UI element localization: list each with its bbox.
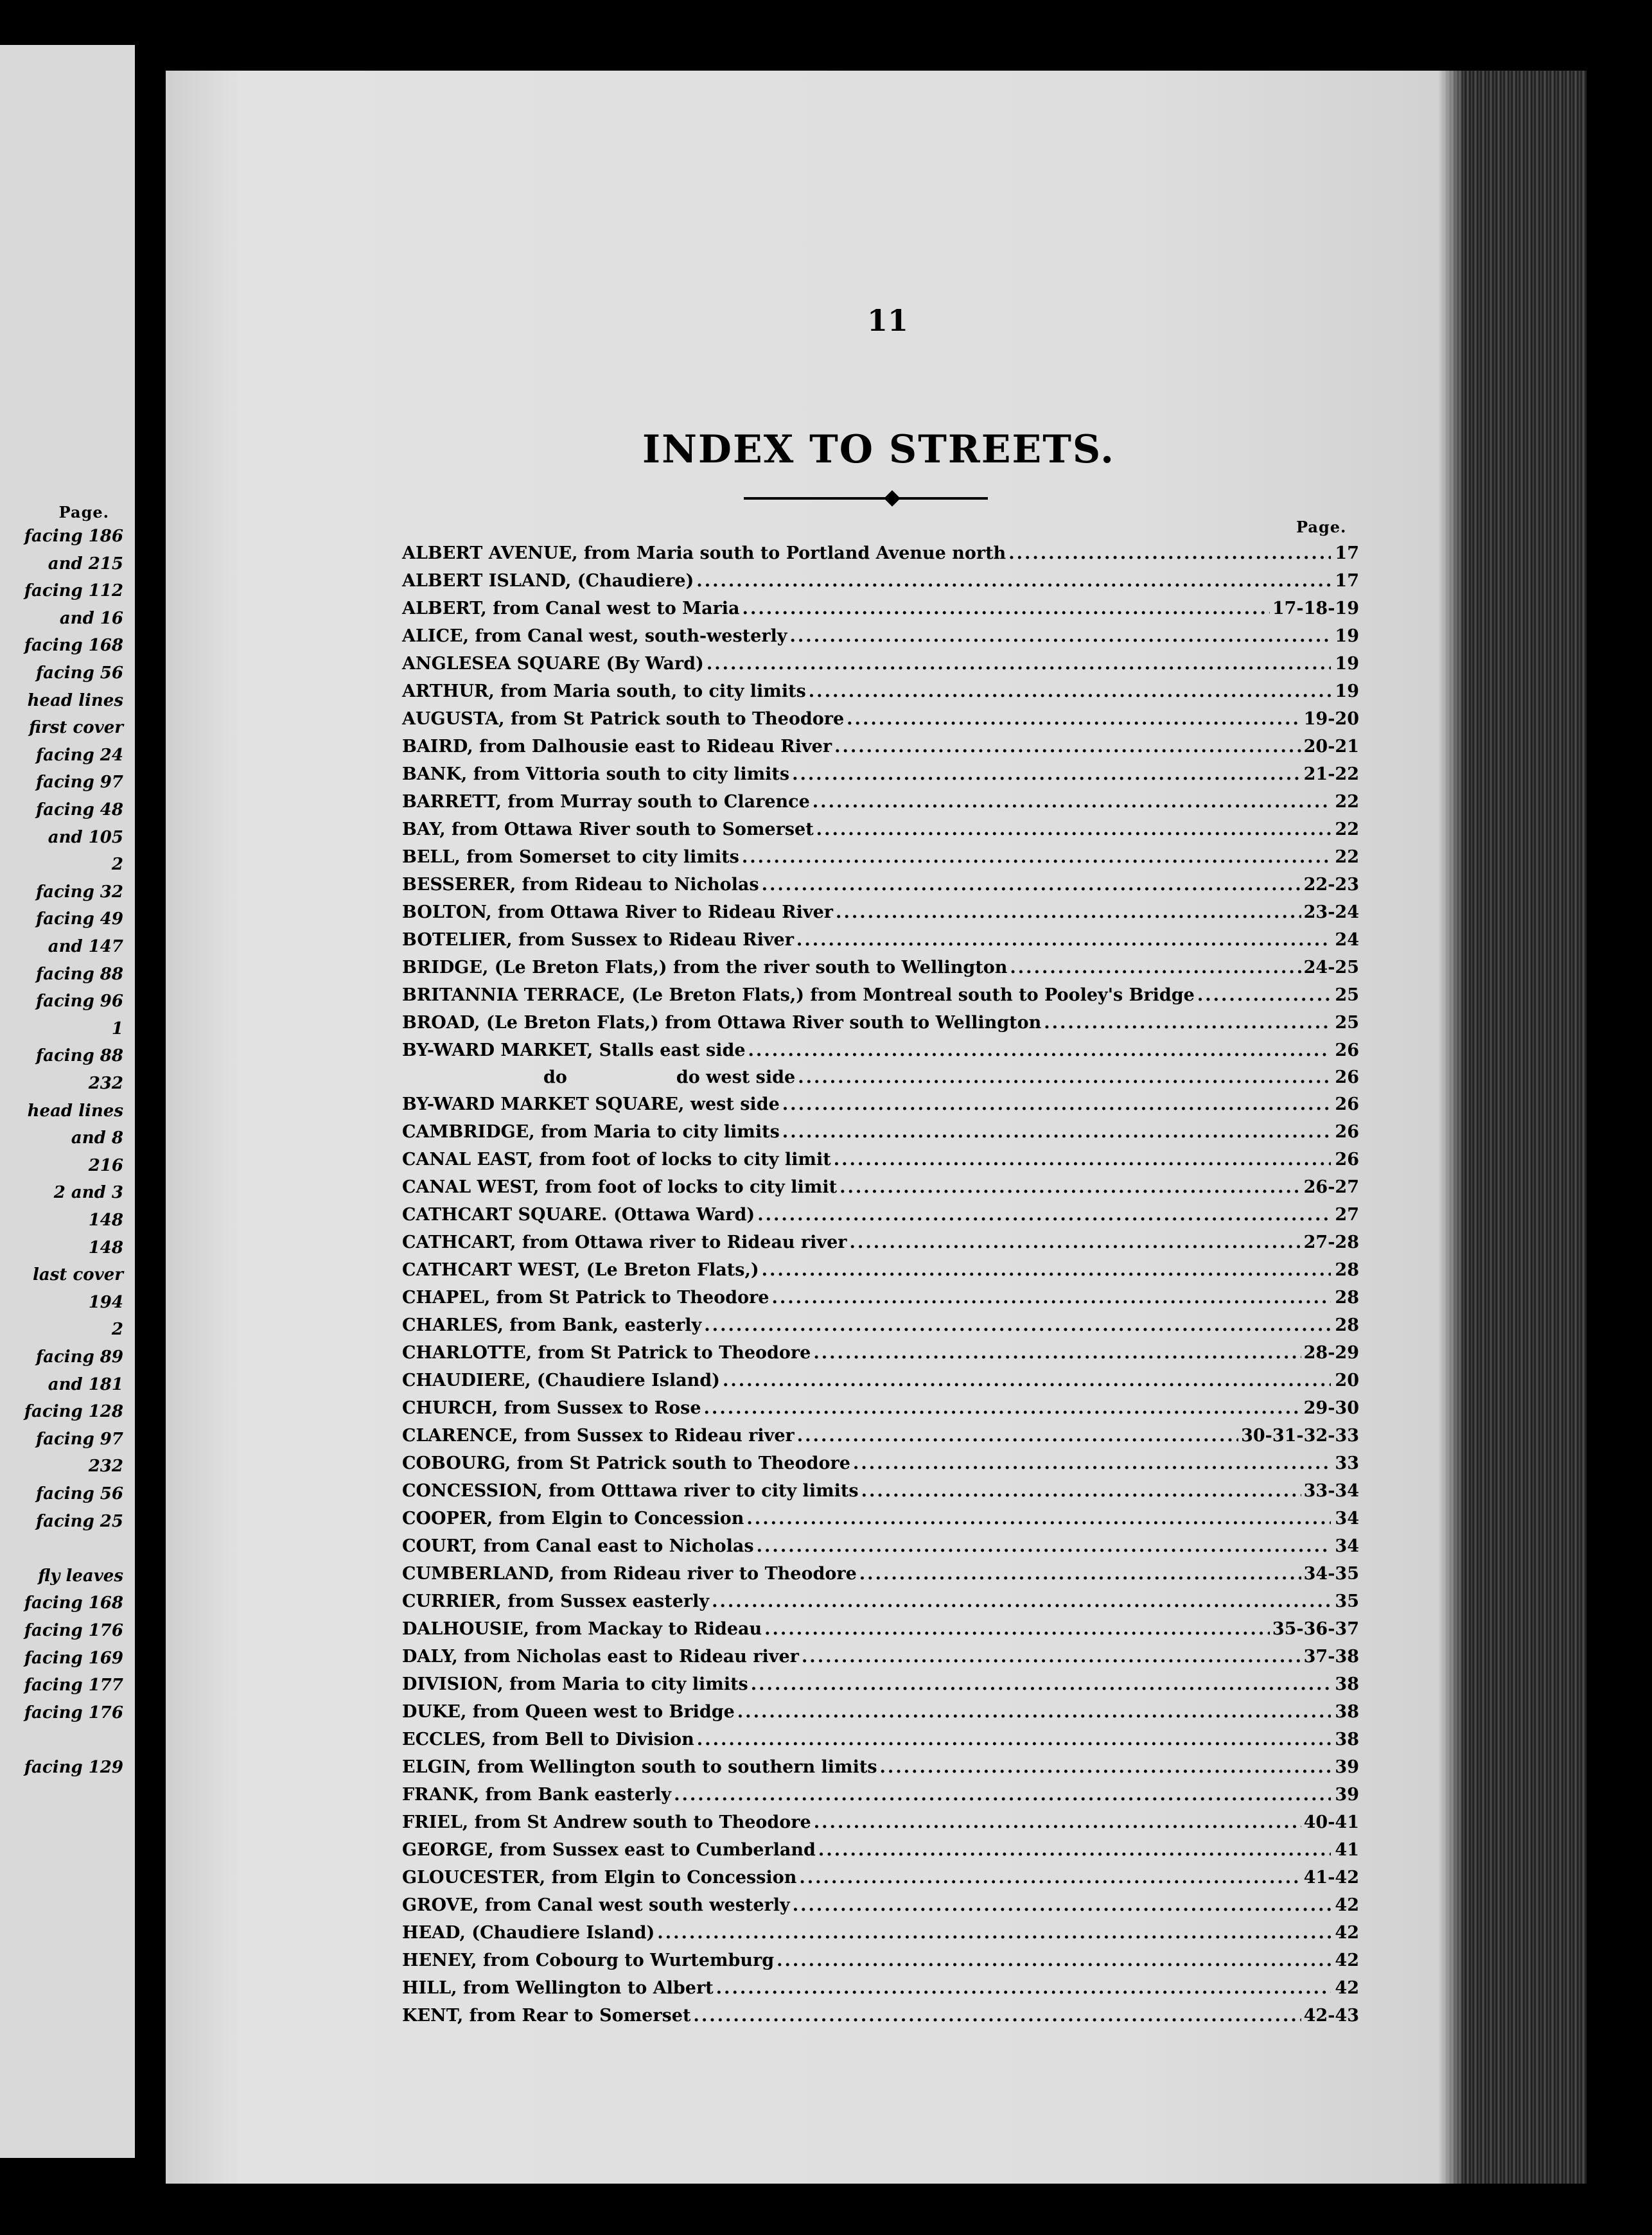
entry-street-text: BRITANNIA TERRACE, (Le Breton Flats,) from Montreal south to Pooley's Bridge (402, 985, 1195, 1005)
entry-street-text: CATHCART SQUARE. (Ottawa Ward) (402, 1205, 755, 1225)
facing-page-line: 2 (111, 1320, 123, 1340)
entry-page-number: 21-22 (1303, 764, 1359, 784)
index-entry (402, 622, 1359, 650)
dot-leader (1197, 981, 1331, 1009)
dot-leader (762, 871, 1301, 898)
dot-leader (850, 1229, 1301, 1256)
index-entry (402, 1118, 1359, 1146)
index-entry (402, 1753, 1359, 1781)
facing-page-line: and 181 (48, 1374, 123, 1394)
entry-page-number: 26 (1335, 1040, 1359, 1060)
entry-page-number: 42 (1335, 1895, 1359, 1915)
index-entry (402, 1505, 1359, 1532)
entry-page-number: 17 (1335, 543, 1359, 563)
entry-street-text: ALICE, from Canal west, south-westerly (402, 626, 787, 646)
entry-street-text: BY-WARD MARKET SQUARE, west side (402, 1094, 780, 1114)
index-entry (402, 1919, 1359, 1947)
entry-street-text: BOLTON, from Ottawa River to Rideau River (402, 902, 834, 922)
entry-street-text: GROVE, from Canal west south westerly (402, 1895, 790, 1915)
entry-page-number: 42-43 (1303, 2006, 1359, 2026)
entry-page-number: 28 (1335, 1315, 1359, 1335)
index-entry (402, 1809, 1359, 1836)
entry-street-text: GEORGE, from Sussex east to Cumberland (402, 1840, 816, 1860)
index-entry (402, 1339, 1359, 1367)
entry-street-text: CANAL EAST, from foot of locks to city limit (402, 1150, 831, 1170)
index-entry (402, 1781, 1359, 1809)
dot-leader (834, 1146, 1331, 1173)
dot-leader (764, 1615, 1270, 1643)
entry-page-number: 24-25 (1303, 958, 1359, 977)
facing-page-line: first cover (29, 718, 123, 738)
entry-street-text: ELGIN, from Wellington south to southern limits (402, 1757, 877, 1777)
dot-leader (816, 816, 1331, 843)
facing-page-line: facing 56 (35, 1484, 123, 1503)
index-entry (402, 871, 1359, 898)
dot-leader (704, 1311, 1331, 1339)
entry-street-text: BAIRD, from Dalhousie east to Rideau River (402, 737, 832, 757)
entry-street-text: ALBERT, from Canal west to Maria (402, 599, 740, 618)
entry-page-number: 22 (1335, 792, 1359, 812)
dot-leader (716, 1974, 1331, 2002)
facing-page-line: facing 176 (24, 1621, 123, 1640)
dot-leader (796, 926, 1331, 954)
entry-page-number: 38 (1335, 1730, 1359, 1749)
entry-page-number: 20-21 (1303, 737, 1359, 757)
dot-leader (793, 1891, 1331, 1919)
facing-page-line: 216 (88, 1155, 123, 1175)
index-entry (402, 2002, 1359, 2029)
entry-street-text: COBOURG, from St Patrick south to Theodore (402, 1453, 850, 1473)
facing-page-line: 1 (111, 1019, 123, 1039)
entry-street-text: BANK, from Vittoria south to city limits (402, 764, 790, 784)
entry-page-number: 22 (1335, 820, 1359, 839)
facing-page-line: facing 168 (24, 1593, 123, 1613)
entry-street-text: KENT, from Rear to Somerset (402, 2006, 691, 2026)
facing-page-line: fly leaves (38, 1566, 123, 1586)
entry-street-text: CATHCART, from Ottawa river to Rideau river (402, 1232, 847, 1252)
index-entry (402, 1560, 1359, 1588)
facing-page-line: facing 177 (24, 1676, 123, 1696)
entry-street-text: BOTELIER, from Sussex to Rideau River (402, 930, 794, 950)
facing-page-line: facing 129 (24, 1758, 123, 1777)
index-entry (402, 843, 1359, 871)
dot-leader (813, 788, 1331, 816)
facing-page-line: facing 88 (35, 964, 123, 984)
entry-street-text: ALBERT ISLAND, (Chaudiere) (402, 571, 694, 591)
entry-page-number: 25 (1335, 985, 1359, 1005)
entry-street-text: ECCLES, from Bell to Division (402, 1730, 694, 1749)
entry-street-text: COURT, from Canal east to Nicholas (402, 1536, 754, 1556)
entry-page-number: 25 (1335, 1013, 1359, 1033)
dot-leader (674, 1781, 1331, 1809)
entry-page-number: 35-36-37 (1272, 1619, 1359, 1639)
entry-page-number: 40-41 (1303, 1812, 1359, 1832)
index-entry (402, 1643, 1359, 1670)
entry-street-text: HEAD, (Chaudiere Island) (402, 1923, 655, 1943)
index-entry (402, 1477, 1359, 1505)
entry-page-number: 17 (1335, 571, 1359, 591)
entry-page-number: 42 (1335, 1950, 1359, 1970)
page-number: 11 (867, 303, 909, 338)
dot-leader (839, 1173, 1301, 1201)
index-entry (402, 1037, 1359, 1064)
entry-street-text: CHAUDIERE, (Chaudiere Island) (402, 1371, 720, 1390)
dot-leader (746, 1505, 1331, 1532)
index-entry (402, 650, 1359, 678)
entry-page-number: 33-34 (1303, 1481, 1359, 1501)
entry-street-text: CHAPEL, from St Patrick to Theodore (402, 1288, 769, 1308)
index-entry (402, 1311, 1359, 1339)
entry-page-number: 26 (1335, 1094, 1359, 1114)
index-entry (402, 1864, 1359, 1891)
entry-page-number: 30-31-32-33 (1241, 1426, 1359, 1446)
dot-leader (836, 898, 1301, 926)
facing-page-line: facing 24 (35, 745, 123, 765)
index-entry (402, 733, 1359, 760)
entry-street-text: BARRETT, from Murray south to Clarence (402, 792, 810, 812)
facing-page-line: head lines (27, 690, 123, 710)
entry-street-text: CATHCART WEST, (Le Breton Flats,) (402, 1260, 759, 1280)
entry-street-text: CHURCH, from Sussex to Rose (402, 1398, 701, 1418)
facing-page-line: facing 168 (24, 636, 123, 656)
index-entry (402, 539, 1359, 567)
entry-page-number: 26-27 (1303, 1177, 1359, 1197)
dot-leader (782, 1118, 1331, 1146)
entry-street-text: FRIEL, from St Andrew south to Theodore (402, 1812, 811, 1832)
index-entry (402, 1256, 1359, 1284)
dot-leader (1044, 1009, 1331, 1037)
entry-street-text: BELL, from Somerset to city limits (402, 847, 739, 867)
entry-street-text: AUGUSTA, from St Patrick south to Theodore (402, 709, 845, 729)
entry-street-text: CURRIER, from Sussex easterly (402, 1591, 710, 1611)
entry-page-number: 27 (1335, 1205, 1359, 1225)
entry-page-number: 24 (1335, 930, 1359, 950)
facing-page-line: 2 and 3 (53, 1183, 123, 1203)
index-entry (402, 1947, 1359, 1974)
dot-leader (693, 2002, 1301, 2029)
dot-leader (790, 622, 1331, 650)
facing-page-line: and 215 (48, 554, 123, 574)
dot-leader (777, 1947, 1331, 1974)
entry-street-text: do (543, 1067, 567, 1087)
entry-page-number: 22 (1335, 847, 1359, 867)
entry-page-number: 42 (1335, 1978, 1359, 1998)
facing-page-line: facing 97 (35, 773, 123, 793)
facing-page-line: 148 (88, 1211, 123, 1230)
dot-leader (814, 1809, 1301, 1836)
dot-leader (743, 595, 1270, 622)
index-entry (402, 1836, 1359, 1864)
facing-page-line: 232 (88, 1457, 123, 1477)
index-entry (402, 1146, 1359, 1173)
facing-page-line: facing 97 (35, 1429, 123, 1449)
entry-page-number: 39 (1335, 1757, 1359, 1777)
ornament-icon (884, 490, 900, 506)
dot-leader (723, 1367, 1331, 1394)
entry-page-number: 28-29 (1303, 1343, 1359, 1363)
dot-leader (757, 1201, 1331, 1229)
index-entry (402, 1064, 1359, 1091)
entry-page-number: 38 (1335, 1702, 1359, 1722)
entry-page-number: 42 (1335, 1923, 1359, 1943)
entry-page-number: 19 (1335, 681, 1359, 701)
facing-page-line: 194 (88, 1292, 123, 1312)
entry-street-text: BROAD, (Le Breton Flats,) from Ottawa River south to Wellington (402, 1013, 1042, 1033)
index-entry (402, 898, 1359, 926)
dot-leader (1008, 539, 1331, 567)
facing-page-column-header: Page. (58, 503, 109, 522)
entry-street-text: ANGLESEA SQUARE (By Ward) (402, 654, 704, 674)
facing-page-line: 232 (88, 1074, 123, 1093)
entry-page-number: 34 (1335, 1509, 1359, 1529)
entry-street-text: BY-WARD MARKET, Stalls east side (402, 1040, 746, 1060)
facing-page-line: and 8 (71, 1128, 123, 1148)
entry-page-number: 39 (1335, 1785, 1359, 1805)
dot-leader (697, 1726, 1331, 1753)
dot-leader (799, 1864, 1301, 1891)
entry-page-number: 20 (1335, 1371, 1359, 1390)
title-rule-divider (744, 497, 988, 500)
facing-page-line: facing 89 (35, 1347, 123, 1367)
entry-street-text: BRIDGE, (Le Breton Flats,) from the river south to Wellington (402, 958, 1008, 977)
dot-leader (748, 1037, 1331, 1064)
entry-street-text: ARTHUR, from Maria south, to city limits (402, 681, 806, 701)
entry-page-number: 17-18-19 (1272, 599, 1359, 618)
facing-page-line: facing 128 (24, 1402, 123, 1422)
index-entry (402, 567, 1359, 595)
entry-page-number: 26 (1335, 1150, 1359, 1170)
dot-leader (712, 1588, 1331, 1615)
index-entry (402, 1670, 1359, 1698)
facing-page-line: facing 169 (24, 1648, 123, 1668)
facing-page-line: last cover (33, 1265, 123, 1285)
facing-page-line: facing 88 (35, 1046, 123, 1066)
entry-page-number: 22-23 (1303, 875, 1359, 895)
entry-street-text: DUKE, from Queen west to Bridge (402, 1702, 735, 1722)
index-entry (402, 1284, 1359, 1311)
dot-leader (1010, 954, 1301, 981)
dot-leader (797, 1422, 1238, 1450)
dot-leader (847, 705, 1301, 733)
dot-leader (757, 1532, 1331, 1560)
facing-page-line: and 105 (48, 827, 123, 847)
index-entry (402, 705, 1359, 733)
index-entry (402, 678, 1359, 705)
dot-leader (859, 1560, 1301, 1588)
entry-street-text: GLOUCESTER, from Elgin to Concession (402, 1868, 797, 1888)
index-entry (402, 1422, 1359, 1450)
index-entry (402, 1394, 1359, 1422)
page-column-header: Page. (1296, 518, 1347, 536)
entry-page-number: 33 (1335, 1453, 1359, 1473)
facing-page-fragment (0, 45, 135, 2158)
entry-street-text: CONCESSION, from Otttawa river to city limits (402, 1481, 859, 1501)
entry-page-number: 23-24 (1303, 902, 1359, 922)
entry-street-text-continued: do west side (676, 1067, 796, 1087)
index-entry (402, 1532, 1359, 1560)
entry-street-text: CANAL WEST, from foot of locks to city limit (402, 1177, 838, 1197)
facing-page-line: facing 49 (35, 909, 123, 929)
entry-street-text: DIVISION, from Maria to city limits (402, 1674, 748, 1694)
facing-page-line: facing 186 (24, 527, 123, 546)
dot-leader (771, 1284, 1331, 1311)
entry-page-number: 34 (1335, 1536, 1359, 1556)
entry-page-number: 19 (1335, 654, 1359, 674)
facing-page-line: 148 (88, 1238, 123, 1258)
index-entry (402, 816, 1359, 843)
entry-street-text: BAY, from Ottawa River south to Somerset (402, 820, 814, 839)
page-title: INDEX TO STREETS. (642, 427, 1115, 472)
index-entry (402, 788, 1359, 816)
dot-leader (707, 650, 1331, 678)
facing-page-line: 2 (111, 855, 123, 875)
entry-page-number: 28 (1335, 1260, 1359, 1280)
index-entry (402, 981, 1359, 1009)
entry-street-text: CLARENCE, from Sussex to Rideau river (402, 1426, 795, 1446)
dot-leader (813, 1339, 1301, 1367)
dot-leader (880, 1753, 1331, 1781)
dot-leader (782, 1091, 1331, 1118)
dot-leader (657, 1919, 1331, 1947)
facing-page-line: facing 56 (35, 663, 123, 683)
dot-leader (818, 1836, 1331, 1864)
entry-street-text: CUMBERLAND, from Rideau river to Theodore (402, 1564, 857, 1584)
entry-street-text: CAMBRIDGE, from Maria to city limits (402, 1122, 780, 1142)
facing-page-line: facing 32 (35, 882, 123, 902)
entry-page-number: 41-42 (1303, 1868, 1359, 1888)
entry-street-text: BESSERER, from Rideau to Nicholas (402, 875, 759, 895)
entry-street-text: FRANK, from Bank easterly (402, 1785, 672, 1805)
entry-page-number: 26 (1335, 1067, 1359, 1087)
index-entry (402, 1588, 1359, 1615)
entry-street-text: CHARLOTTE, from St Patrick to Theodore (402, 1343, 811, 1363)
index-entry (402, 1367, 1359, 1394)
dot-leader (853, 1450, 1331, 1477)
entry-page-number: 38 (1335, 1674, 1359, 1694)
index-page (166, 71, 1439, 2184)
index-entry (402, 1726, 1359, 1753)
index-entry (402, 954, 1359, 981)
dot-leader (737, 1698, 1331, 1726)
index-entry (402, 1891, 1359, 1919)
facing-page-line: facing 96 (35, 992, 123, 1012)
dot-leader (792, 760, 1301, 788)
entry-street-text: CHARLES, from Bank, easterly (402, 1315, 702, 1335)
entry-page-number: 34-35 (1303, 1564, 1359, 1584)
dot-leader (696, 567, 1331, 595)
dot-leader (834, 733, 1301, 760)
dot-leader (861, 1477, 1301, 1505)
facing-page-line: facing 25 (35, 1511, 123, 1531)
entry-page-number: 37-38 (1303, 1647, 1359, 1667)
index-entry (402, 1173, 1359, 1201)
dot-leader (802, 1643, 1301, 1670)
entry-street-text: DALY, from Nicholas east to Rideau river (402, 1647, 799, 1667)
index-entry (402, 1009, 1359, 1037)
dot-leader (751, 1670, 1331, 1698)
index-entry (402, 1091, 1359, 1118)
facing-page-line: head lines (27, 1101, 123, 1121)
entry-page-number: 26 (1335, 1122, 1359, 1142)
facing-page-line: and 16 (59, 608, 123, 628)
dot-leader (798, 1064, 1331, 1091)
index-entry (402, 1450, 1359, 1477)
page-edge-shadow (1439, 71, 1464, 2184)
entry-page-number: 19 (1335, 626, 1359, 646)
entry-page-number: 35 (1335, 1591, 1359, 1611)
entry-street-text: DALHOUSIE, from Mackay to Rideau (402, 1619, 762, 1639)
facing-page-line: and 147 (48, 937, 123, 956)
dot-leader (809, 678, 1331, 705)
index-entry (402, 1615, 1359, 1643)
index-entry (402, 1698, 1359, 1726)
index-entry (402, 926, 1359, 954)
index-entry (402, 1201, 1359, 1229)
entry-street-text: HILL, from Wellington to Albert (402, 1978, 714, 1998)
index-entry (402, 1229, 1359, 1256)
dot-leader (762, 1256, 1331, 1284)
index-entry (402, 760, 1359, 788)
entry-street-text: HENEY, from Cobourg to Wurtemburg (402, 1950, 775, 1970)
facing-page-line: facing 48 (35, 800, 123, 820)
facing-page-line: facing 112 (24, 581, 123, 601)
index-entry (402, 1974, 1359, 2002)
index-entry (402, 595, 1359, 622)
entry-street-text: COOPER, from Elgin to Concession (402, 1509, 744, 1529)
book-gutter (135, 0, 166, 2235)
entry-street-text: ALBERT AVENUE, from Maria south to Portland Avenue north (402, 543, 1006, 563)
entry-page-number: 28 (1335, 1288, 1359, 1308)
street-index-list (402, 539, 1359, 2029)
dot-leader (704, 1394, 1301, 1422)
entry-page-number: 19-20 (1303, 709, 1359, 729)
entry-page-number: 29-30 (1303, 1398, 1359, 1418)
entry-page-number: 41 (1335, 1840, 1359, 1860)
facing-page-line: facing 176 (24, 1703, 123, 1722)
entry-page-number: 27-28 (1303, 1232, 1359, 1252)
dot-leader (742, 843, 1331, 871)
